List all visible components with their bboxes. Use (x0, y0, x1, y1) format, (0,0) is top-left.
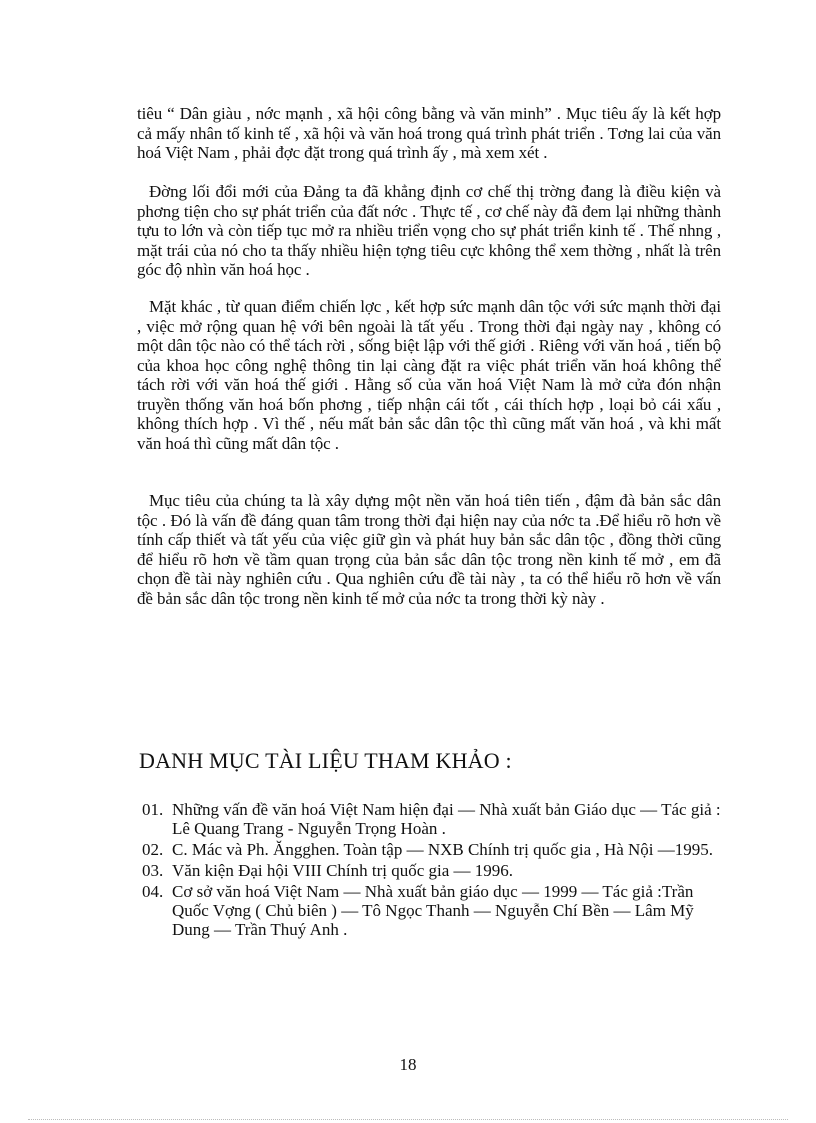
reference-item (142, 861, 722, 880)
reference-item (142, 840, 722, 859)
page-bottom-divider (28, 1119, 788, 1120)
reference-item (142, 882, 722, 939)
body-paragraph (137, 297, 721, 453)
body-paragraph (137, 104, 721, 163)
reference-item (142, 800, 722, 838)
reference-text: Những vấn đề văn hoá Việt Nam hiện đại — Nhà xuất bản Giáo dục — Tác giả : Lê Quang Trang - Nguyễn Trọng Hoàn . (172, 800, 721, 838)
body-paragraph (137, 182, 721, 280)
reference-number: 02. (142, 840, 164, 859)
body-paragraph (137, 491, 721, 608)
paragraph-text: tiêu “ Dân giàu , nớc mạnh , xã hội công bằng và văn minh” . Mục tiêu ấy là kết hợp cả mấy nhân tố kinh tế , xã hội và văn hoá trong quá trình phát triển . Tơng lai của văn hoá Việt Nam , phải đợc đặt trong quá trình ấy , mà xem xét . (137, 104, 721, 162)
reference-number: 01. (142, 800, 164, 819)
paragraph-text: Mục tiêu của chúng ta là xây dựng một nền văn hoá tiên tiến , đậm đà bản sắc dân tộc . Đó là vấn đề đáng quan tâm trong thời đại hiện nay của nớc ta .Để hiểu rõ hơn về tính cấp thiết và tất yếu của việc giữ gìn và phát huy bản sắc dân tộc , đồng thời cũng để hiểu rõ hơn về tầm quan trọng của bản sắc dân tộc trong nền kinh tế mở , em đã chọn đề tài này nghiên cứu . Qua nghiên cứu đề tài này , ta có thể hiểu rõ hơn về vấn đề bản sắc dân tộc trong nền kinh tế mở của nớc ta trong thời kỳ này . (137, 491, 721, 608)
paragraph-text: Đờng lối đổi mới của Đảng ta đã khẳng định cơ chế thị trờng đang là điều kiện và phơng tiện cho sự phát triển của đất nớc . Thực tế , cơ chế này đã đem lại những thành tựu to lớn và còn tiếp tục mở ra nhiều triển vọng cho sự phát triển kinh tế . Thế nhng , mặt trái của nó cho ta thấy nhiều hiện tợng tiêu cực không thể xem thờng , nhất là trên góc độ nhìn văn hoá học . (137, 182, 721, 279)
paragraph-text: Mặt khác , từ quan điểm chiến lợc , kết hợp sức mạnh dân tộc với sức mạnh thời đại , việc mở rộng quan hệ với bên ngoài là tất yếu . Trong thời đại ngày nay , không có một dân tộc nào có thể tách rời , sống biệt lập với thế giới . Riêng với văn hoá , tiến bộ của khoa học công nghệ thông tin lại càng đặt ra việc phát triển văn hoá không thể tách rời với văn hoá thế giới . Hằng số của văn hoá Việt Nam là mở cửa đón nhận truyền thống văn hoá bốn phơng , tiếp nhận cái tốt , cái thích hợp , loại bỏ cái xấu , không thích hợp . Vì thế , nếu mất bản sắc dân tộc thì cũng mất văn hoá , và khi mất văn hoá thì cũng mất dân tộc . (137, 297, 721, 453)
references-list (142, 800, 722, 941)
reference-number: 03. (142, 861, 164, 880)
reference-text: Văn kiện Đại hội VIII Chính trị quốc gia — 1996. (172, 861, 514, 880)
references-heading: DANH MỤC TÀI LIỆU THAM KHẢO : (139, 748, 512, 773)
page-number: 18 (399, 1055, 417, 1074)
reference-text: Cơ sở văn hoá Việt Nam — Nhà xuất bản giáo dục — 1999 — Tác giả :Trần Quốc Vợng ( Chủ biên ) — Tô Ngọc Thanh — Nguyễn Chí Bền — Lâm Mỹ Dung — Trần Thuý Anh . (172, 882, 694, 939)
reference-text: C. Mác và Ph. Ăngghen. Toàn tập — NXB Chính trị quốc gia , Hà Nội —1995. (172, 840, 714, 859)
reference-number: 04. (142, 882, 164, 901)
